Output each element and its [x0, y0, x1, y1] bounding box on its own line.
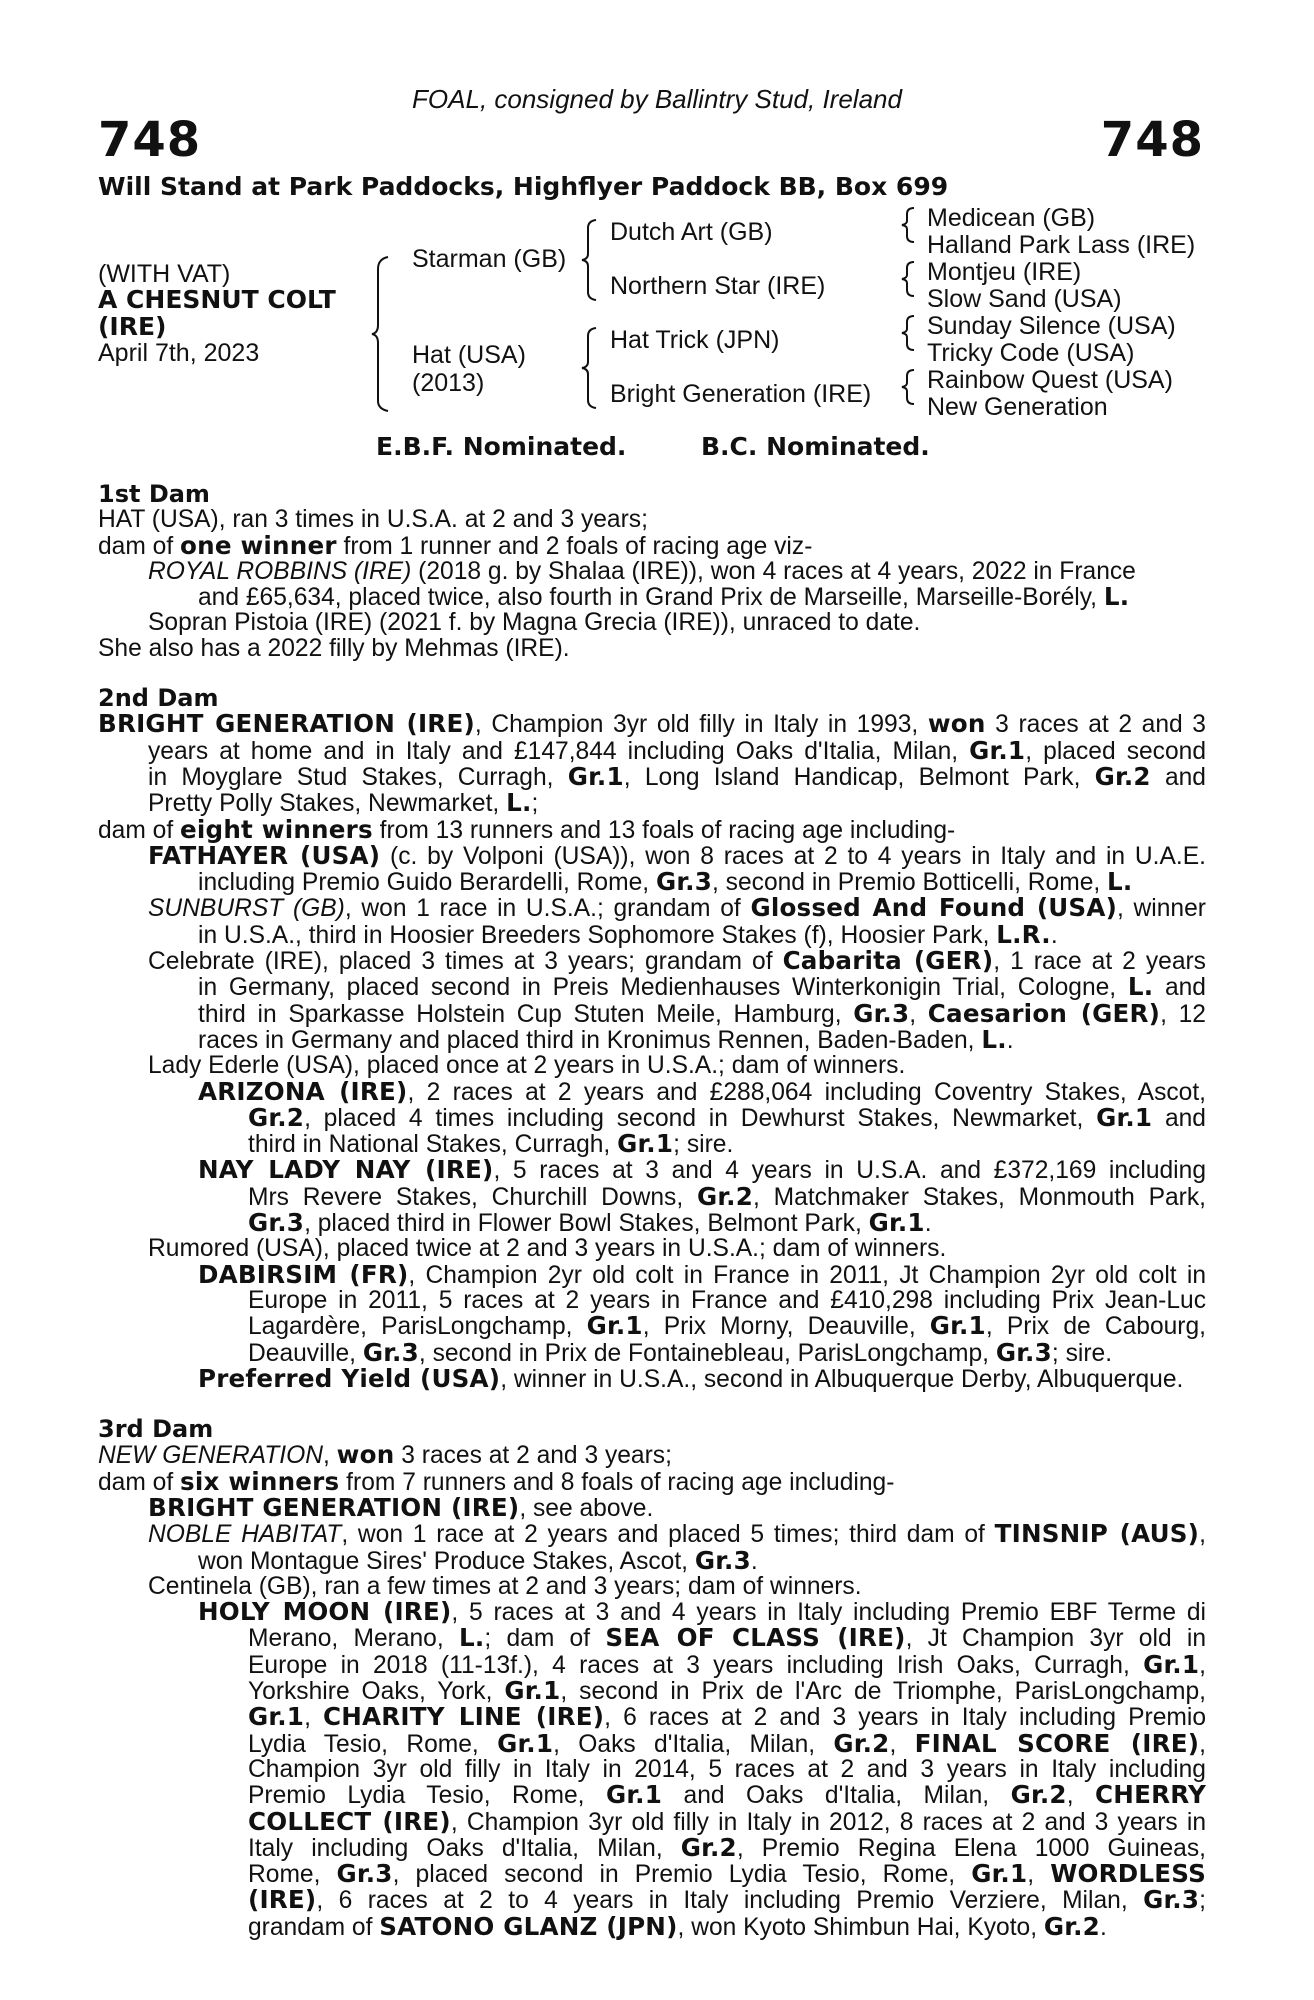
bold-run: Gr.1	[868, 1208, 925, 1238]
lot-foaled-date: April 7th, 2023	[98, 339, 260, 367]
text-run: , Long Island Handicap, Belmont Park,	[623, 763, 1095, 791]
bold-run: CHERRY	[1095, 1780, 1207, 1810]
record-line	[98, 1911, 1206, 1941]
text-run: Premio Lydia Tesio, Rome,	[248, 1782, 606, 1810]
text-run: dam of	[98, 1468, 181, 1496]
text-run: ,	[1199, 1730, 1207, 1758]
bold-run: BRIGHT GENERATION (IRE)	[148, 1492, 520, 1522]
record-line	[98, 1599, 1206, 1625]
bold-run: DABIRSIM (FR)	[198, 1259, 409, 1289]
bold-run: won	[927, 709, 986, 739]
pedigree-bracket-g3-1	[900, 206, 918, 244]
bold-run: L.	[981, 1024, 1007, 1054]
bold-run: Gr.2	[1010, 1780, 1067, 1810]
text-run: Lady Ederle (USA), placed once at 2 years in U.S.A.; dam of winners.	[148, 1052, 906, 1080]
pedigree-bracket-sire	[580, 218, 600, 302]
bold-run: won	[336, 1440, 395, 1470]
bold-run: L.R.	[996, 919, 1051, 949]
text-run: dam of	[98, 532, 181, 560]
bold-run: Gr.1	[929, 1311, 986, 1341]
bold-run: eight winners	[180, 814, 373, 844]
text-run: ,	[889, 1730, 915, 1758]
record-line	[98, 530, 1206, 560]
text-run: , 12	[1160, 1000, 1206, 1028]
text-run: Champion 3yr old filly in Italy in 2014, 5 races at 2 and 3 years in Italy including	[248, 1755, 1206, 1783]
text-run: , Jt Champion 3yr old in	[905, 1625, 1207, 1653]
pedigree-g3-6: Tricky Code (USA)	[927, 339, 1135, 367]
text-run: ; sire.	[673, 1131, 734, 1159]
record-line	[98, 1625, 1206, 1651]
pedigree-g3-2: Halland Park Lass (IRE)	[927, 231, 1196, 259]
pedigree-sire-dam: Northern Star (IRE)	[610, 272, 826, 300]
record-line	[98, 1782, 1206, 1808]
text-run: ,	[1199, 1521, 1206, 1549]
bold-run: Gr.1	[971, 1859, 1028, 1889]
bold-run: L.	[506, 788, 532, 818]
text-run: , second in Prix de Fontainebleau, ParisLongchamp,	[418, 1339, 996, 1367]
text-run: won Montague Sires' Produce Stakes, Ascot,	[198, 1547, 695, 1575]
text-run: ;	[531, 790, 539, 818]
bold-run: Glossed And Found (USA)	[750, 893, 1118, 923]
pedigree-dam-dam: Bright Generation (IRE)	[610, 380, 872, 408]
record-line	[98, 1053, 1206, 1078]
bold-run: one winner	[180, 530, 337, 560]
pedigree-dam: Hat (USA)	[412, 341, 526, 369]
text-run: , 5 races at 3 and 4 years in Italy including Premio EBF Terme di	[451, 1599, 1206, 1627]
text-run: Sopran Pistoia (IRE) (2021 f. by Magna Grecia (IRE)), unraced to date.	[148, 609, 921, 637]
pedigree-g3-7: Rainbow Quest (USA)	[927, 366, 1173, 394]
text-run: , placed second in Premio Lydia Tesio, Rome,	[392, 1861, 972, 1889]
bold-run: NAY LADY NAY (IRE)	[198, 1155, 494, 1185]
bold-run: Gr.3	[248, 1208, 305, 1238]
text-run: , Champion 3yr old filly in Italy in 2012, 8 races at 2 and 3 years in	[450, 1808, 1206, 1836]
text-run: , placed second	[1025, 737, 1207, 765]
lot-number-right: 748	[1100, 112, 1204, 168]
record-line	[98, 814, 1206, 844]
bold-run: Gr.3	[694, 1545, 751, 1575]
lot-name-line2: (IRE)	[98, 312, 167, 341]
record-line	[98, 735, 1207, 765]
bold-run: FATHAYER (USA)	[148, 840, 381, 870]
bold-run: SEA OF CLASS (IRE)	[605, 1623, 906, 1653]
text-run: in Moyglare Stud Stakes, Curragh,	[148, 763, 568, 791]
record-line	[98, 1363, 1206, 1393]
pedigree-g3-8: New Generation	[927, 393, 1108, 421]
text-run: Lydia Tesio, Rome,	[248, 1730, 498, 1758]
text-run: Italy including Oaks d'Italia, Milan,	[248, 1834, 681, 1862]
bold-run: Gr.1	[504, 1676, 561, 1706]
bold-run: L.	[1127, 972, 1154, 1002]
record-line	[98, 1024, 1206, 1054]
bold-run: ARIZONA (IRE)	[198, 1076, 408, 1106]
bold-run: Gr.1	[1096, 1102, 1153, 1132]
text-run: from 7 runners and 8 foals of racing age including-	[339, 1468, 895, 1496]
text-run: Lagardère, ParisLongchamp,	[248, 1313, 587, 1341]
record-line	[98, 1157, 1206, 1183]
text-run: in Germany, placed second in Preis Medienhauses Winterkonigin Trial, Cologne,	[198, 974, 1128, 1002]
bold-run: Gr.3	[1143, 1885, 1200, 1915]
text-run: Yorkshire Oaks, York,	[248, 1678, 505, 1706]
text-run: .	[750, 1547, 758, 1575]
bold-run: Gr.1	[248, 1702, 305, 1732]
bold-run: Gr.1	[1143, 1649, 1200, 1679]
bold-run: Caesarion (GER)	[927, 998, 1161, 1028]
italic-run: NOBLE HABITAT	[148, 1521, 342, 1549]
text-run: , Matchmaker Stakes, Monmouth Park,	[753, 1183, 1206, 1211]
bold-run: six winners	[180, 1466, 340, 1496]
record-line	[98, 559, 1206, 584]
text-run: HAT (USA), ran 3 times in U.S.A. at 2 and 3 years;	[98, 506, 648, 534]
record-line	[98, 1131, 1206, 1157]
text-run: , second in Premio Botticelli, Rome,	[712, 869, 1108, 897]
pedigree-g3-1: Medicean (GB)	[927, 204, 1096, 232]
text-run: and	[1152, 1104, 1206, 1132]
pedigree-sire-sire: Dutch Art (GB)	[610, 218, 773, 246]
bold-run: Preferred Yield (USA)	[198, 1363, 501, 1393]
lot-number-left: 748	[98, 112, 202, 168]
record-line	[98, 1076, 1207, 1106]
text-run: Rome,	[248, 1861, 337, 1889]
text-run: .	[924, 1210, 932, 1238]
record-line	[98, 584, 1206, 610]
text-run: ,	[1199, 1651, 1206, 1679]
text-run: , Prix de Cabourg,	[985, 1313, 1207, 1341]
text-run: third in Sparkasse Holstein Cup Stuten Meile, Hamburg,	[198, 1000, 854, 1028]
text-run: , winner	[1117, 895, 1206, 923]
lot-name-line1: A CHESNUT COLT	[98, 285, 336, 314]
text-run: , Premio Regina Elena 1000 Guineas,	[736, 1834, 1206, 1862]
text-run: Merano, Merano,	[248, 1625, 459, 1653]
ebf-nomination: E.B.F. Nominated.	[376, 432, 627, 461]
text-run: Rumored (USA), placed twice at 2 and 3 years in U.S.A.; dam of winners.	[148, 1235, 947, 1263]
text-run: from 13 runners and 13 foals of racing age including-	[372, 816, 956, 844]
bold-run: Gr.3	[655, 867, 713, 897]
bold-run: Gr.2	[680, 1832, 737, 1862]
text-run: Europe in 2018 (11-13f.), 4 races at 3 years including Irish Oaks, Curragh,	[248, 1651, 1144, 1679]
text-run: , Oaks d'Italia, Milan,	[553, 1730, 834, 1758]
text-run: ,	[304, 1704, 323, 1732]
section-heading: 2nd Dam	[98, 684, 219, 713]
text-run: and £65,634, placed twice, also fourth in Grand Prix de Marseille, Marseille-Borély,	[198, 584, 1104, 612]
text-run: .	[1099, 1913, 1107, 1941]
bold-run: Gr.1	[605, 1780, 663, 1810]
record-line	[98, 1728, 1207, 1758]
record-line	[98, 948, 1206, 974]
record-line	[98, 790, 1206, 816]
record-line	[98, 1210, 1206, 1236]
text-run: Celebrate (IRE), placed 3 times at 3 years; grandam of	[148, 948, 783, 976]
record-line	[98, 1236, 1206, 1261]
record-line	[98, 1574, 1206, 1599]
text-run: Pretty Polly Stakes, Newmarket,	[148, 790, 507, 818]
pedigree-g3-5: Sunday Silence (USA)	[927, 312, 1176, 340]
text-run: Centinela (GB), ran a few times at 2 and 3 years; dam of winners.	[148, 1572, 862, 1600]
text-run: grandam of	[248, 1913, 380, 1941]
section-gap	[98, 1392, 1206, 1417]
section-heading: 3rd Dam	[98, 1415, 214, 1444]
text-run: , see above.	[519, 1494, 654, 1522]
text-run: , Champion 3yr old filly in Italy in 1993,	[474, 711, 928, 739]
bold-run: Gr.2	[1043, 1911, 1100, 1941]
bold-run: TINSNIP (AUS)	[994, 1519, 1200, 1549]
bold-run: Gr.3	[853, 998, 910, 1028]
text-run: ;	[1199, 1887, 1206, 1915]
text-run: , 1 race at 2 years	[993, 948, 1206, 976]
text-run: , won Kyoto Shimbun Hai, Kyoto,	[677, 1913, 1044, 1941]
text-run: ; dam of	[484, 1625, 606, 1653]
pedigree-g3-4: Slow Sand (USA)	[927, 285, 1122, 313]
record-line	[98, 869, 1206, 895]
bold-run: WORDLESS	[1050, 1859, 1206, 1889]
text-run: in U.S.A., third in Hoosier Breeders Sophomore Stakes (f), Hoosier Park,	[198, 921, 997, 949]
text-run: , 6 races at 2 and 3 years in Italy including Premio	[604, 1704, 1207, 1732]
text-run: , 2 races at 2 years and £288,064 including Coventry Stakes, Ascot,	[407, 1078, 1207, 1106]
italic-run: SUNBURST (GB)	[148, 895, 345, 923]
text-run: third in National Stakes, Curragh,	[248, 1131, 618, 1159]
text-run: Mrs Revere Stakes, Churchill Downs,	[248, 1183, 697, 1211]
record-line	[98, 1861, 1206, 1887]
bold-run: Gr.2	[833, 1728, 890, 1758]
record-line	[98, 711, 1206, 737]
record-line	[98, 1806, 1206, 1836]
record-line	[98, 919, 1206, 949]
pedigree-dam-year: (2013)	[412, 369, 485, 397]
consignor-line: FOAL, consigned by Ballintry Stud, Ireland	[412, 84, 902, 114]
record-line	[98, 1288, 1206, 1313]
text-run: ,	[1027, 1861, 1051, 1889]
text-run: Europe in 2011, 5 races at 2 years in France and £410,298 including Prix Jean-Luc	[248, 1286, 1206, 1314]
pedigree-bracket-dam	[580, 326, 600, 410]
text-run: , second in Prix de l'Arc de Triomphe, ParisLongchamp,	[560, 1678, 1206, 1706]
text-run: 3 races at 2 and 3 years;	[394, 1442, 672, 1470]
pedigree-dam-sire: Hat Trick (JPN)	[610, 326, 780, 354]
pedigree-bracket-main	[370, 255, 394, 413]
record-line	[98, 1313, 1206, 1339]
bold-run: L.	[1103, 582, 1130, 612]
text-run: ; sire.	[1051, 1339, 1113, 1367]
text-run: years at home and in Italy and £147,844 including Oaks d'Italia, Milan,	[148, 737, 970, 765]
text-run: , Prix Morny, Deauville,	[642, 1313, 930, 1341]
text-run: , Champion 2yr old colt in France in 2011, Jt Champion 2yr old colt in	[408, 1261, 1207, 1289]
pedigree-bracket-g3-4	[900, 368, 918, 406]
record-line	[98, 507, 1206, 532]
bold-run: SATONO GLANZ (JPN)	[379, 1911, 678, 1941]
bold-run: Gr.2	[1094, 761, 1151, 791]
bold-run: HOLY MOON (IRE)	[198, 1597, 452, 1627]
record-line	[98, 840, 1206, 870]
record-line	[98, 895, 1206, 921]
record-line	[98, 1492, 1206, 1522]
text-run: ,	[1066, 1782, 1096, 1810]
text-run: and Oaks d'Italia, Milan,	[662, 1782, 1011, 1810]
record-line	[98, 610, 1206, 635]
pedigree-g3-3: Montjeu (IRE)	[927, 258, 1082, 286]
section-heading: 1st Dam	[98, 480, 210, 508]
bold-run: Gr.1	[617, 1129, 674, 1159]
bold-run: Gr.1	[969, 735, 1026, 765]
record-line	[98, 998, 1206, 1028]
bold-run: Gr.3	[336, 1859, 393, 1889]
bold-run: FINAL SCORE (IRE)	[914, 1728, 1200, 1758]
bold-run: (IRE)	[248, 1885, 317, 1915]
record-line	[98, 1259, 1207, 1289]
bold-run: BRIGHT GENERATION (IRE)	[98, 709, 475, 739]
bold-run: Gr.1	[567, 761, 624, 791]
record-line	[98, 1181, 1206, 1211]
text-run: including Premio Guido Berardelli, Rome,	[198, 869, 656, 897]
text-run: ,	[909, 1000, 928, 1028]
record-line	[98, 636, 1206, 661]
bold-run: Cabarita (GER)	[782, 946, 994, 976]
bold-run: CHARITY LINE (IRE)	[323, 1702, 605, 1732]
record-line	[98, 1521, 1206, 1547]
record-line	[98, 1887, 1206, 1913]
record-line	[98, 974, 1206, 1000]
text-run: , placed 4 times including second in Dewhurst Stakes, Newmarket,	[304, 1104, 1097, 1132]
text-run: She also has a 2022 filly by Mehmas (IRE).	[98, 634, 570, 662]
text-run: races in Germany and placed third in Kronimus Rennen, Baden-Baden,	[198, 1026, 982, 1054]
record-line	[98, 1466, 1206, 1496]
bold-run: Gr.3	[995, 1337, 1052, 1367]
bold-run: Gr.1	[497, 1728, 554, 1758]
pedigree-sire: Starman (GB)	[412, 245, 567, 273]
record-line	[98, 1704, 1206, 1730]
pedigree-bracket-g3-2	[900, 260, 918, 298]
text-run: 3 races at 2 and 3	[985, 711, 1206, 739]
text-run: from 1 runner and 2 foals of racing age viz-	[336, 532, 813, 560]
text-run: (2018 g. by Shalaa (IRE)), won 4 races at 4 years, 2022 in France	[411, 557, 1136, 585]
bc-nomination: B.C. Nominated.	[701, 432, 930, 461]
bold-run: L.	[1107, 867, 1133, 897]
text-run: , 5 races at 3 and 4 years in U.S.A. and £372,169 including	[493, 1157, 1206, 1185]
text-run: .	[1006, 1026, 1014, 1054]
record-line	[98, 1337, 1206, 1367]
record-line	[98, 1102, 1206, 1132]
text-run: , won 1 race at 2 years and placed 5 times; third dam of	[341, 1521, 995, 1549]
section-gap	[98, 661, 1206, 686]
bold-run: L.	[458, 1623, 485, 1653]
text-run: ,	[323, 1442, 337, 1470]
record-line	[98, 1757, 1206, 1782]
text-run: dam of	[98, 816, 181, 844]
text-run: .	[1050, 921, 1058, 949]
bold-run: Gr.1	[586, 1311, 643, 1341]
lot-vat: (WITH VAT)	[98, 260, 231, 288]
bold-run: Gr.3	[362, 1337, 419, 1367]
record-line	[98, 1678, 1206, 1704]
text-run: Deauville,	[248, 1339, 363, 1367]
bold-run: COLLECT (IRE)	[248, 1806, 451, 1836]
text-run: , won 1 race in U.S.A.; grandam of	[344, 895, 751, 923]
record-line	[98, 1442, 1206, 1468]
record-line	[98, 1545, 1206, 1575]
record-line	[98, 1649, 1206, 1679]
pedigree-bracket-g3-3	[900, 314, 918, 352]
text-run: , placed third in Flower Bowl Stakes, Belmont Park,	[304, 1210, 869, 1238]
record-line	[98, 761, 1206, 791]
text-run: (c. by Volponi (USA)), won 8 races at 2 to 4 years in Italy and in U.A.E.	[380, 842, 1206, 870]
text-run: and	[1153, 974, 1206, 1002]
text-run: and	[1150, 763, 1206, 791]
italic-run: NEW GENERATION	[98, 1442, 323, 1470]
stand-location: Will Stand at Park Paddocks, Highflyer Paddock BB, Box 699	[98, 172, 949, 201]
produce-record	[98, 482, 1206, 1940]
italic-run: ROYAL ROBBINS (IRE)	[148, 557, 412, 585]
record-line	[98, 1832, 1206, 1862]
text-run: , 6 races at 2 to 4 years in Italy including Premio Verziere, Milan,	[316, 1887, 1144, 1915]
bold-run: Gr.2	[248, 1102, 305, 1132]
text-run: , winner in U.S.A., second in Albuquerque Derby, Albuquerque.	[500, 1365, 1184, 1393]
bold-run: Gr.2	[696, 1181, 754, 1211]
